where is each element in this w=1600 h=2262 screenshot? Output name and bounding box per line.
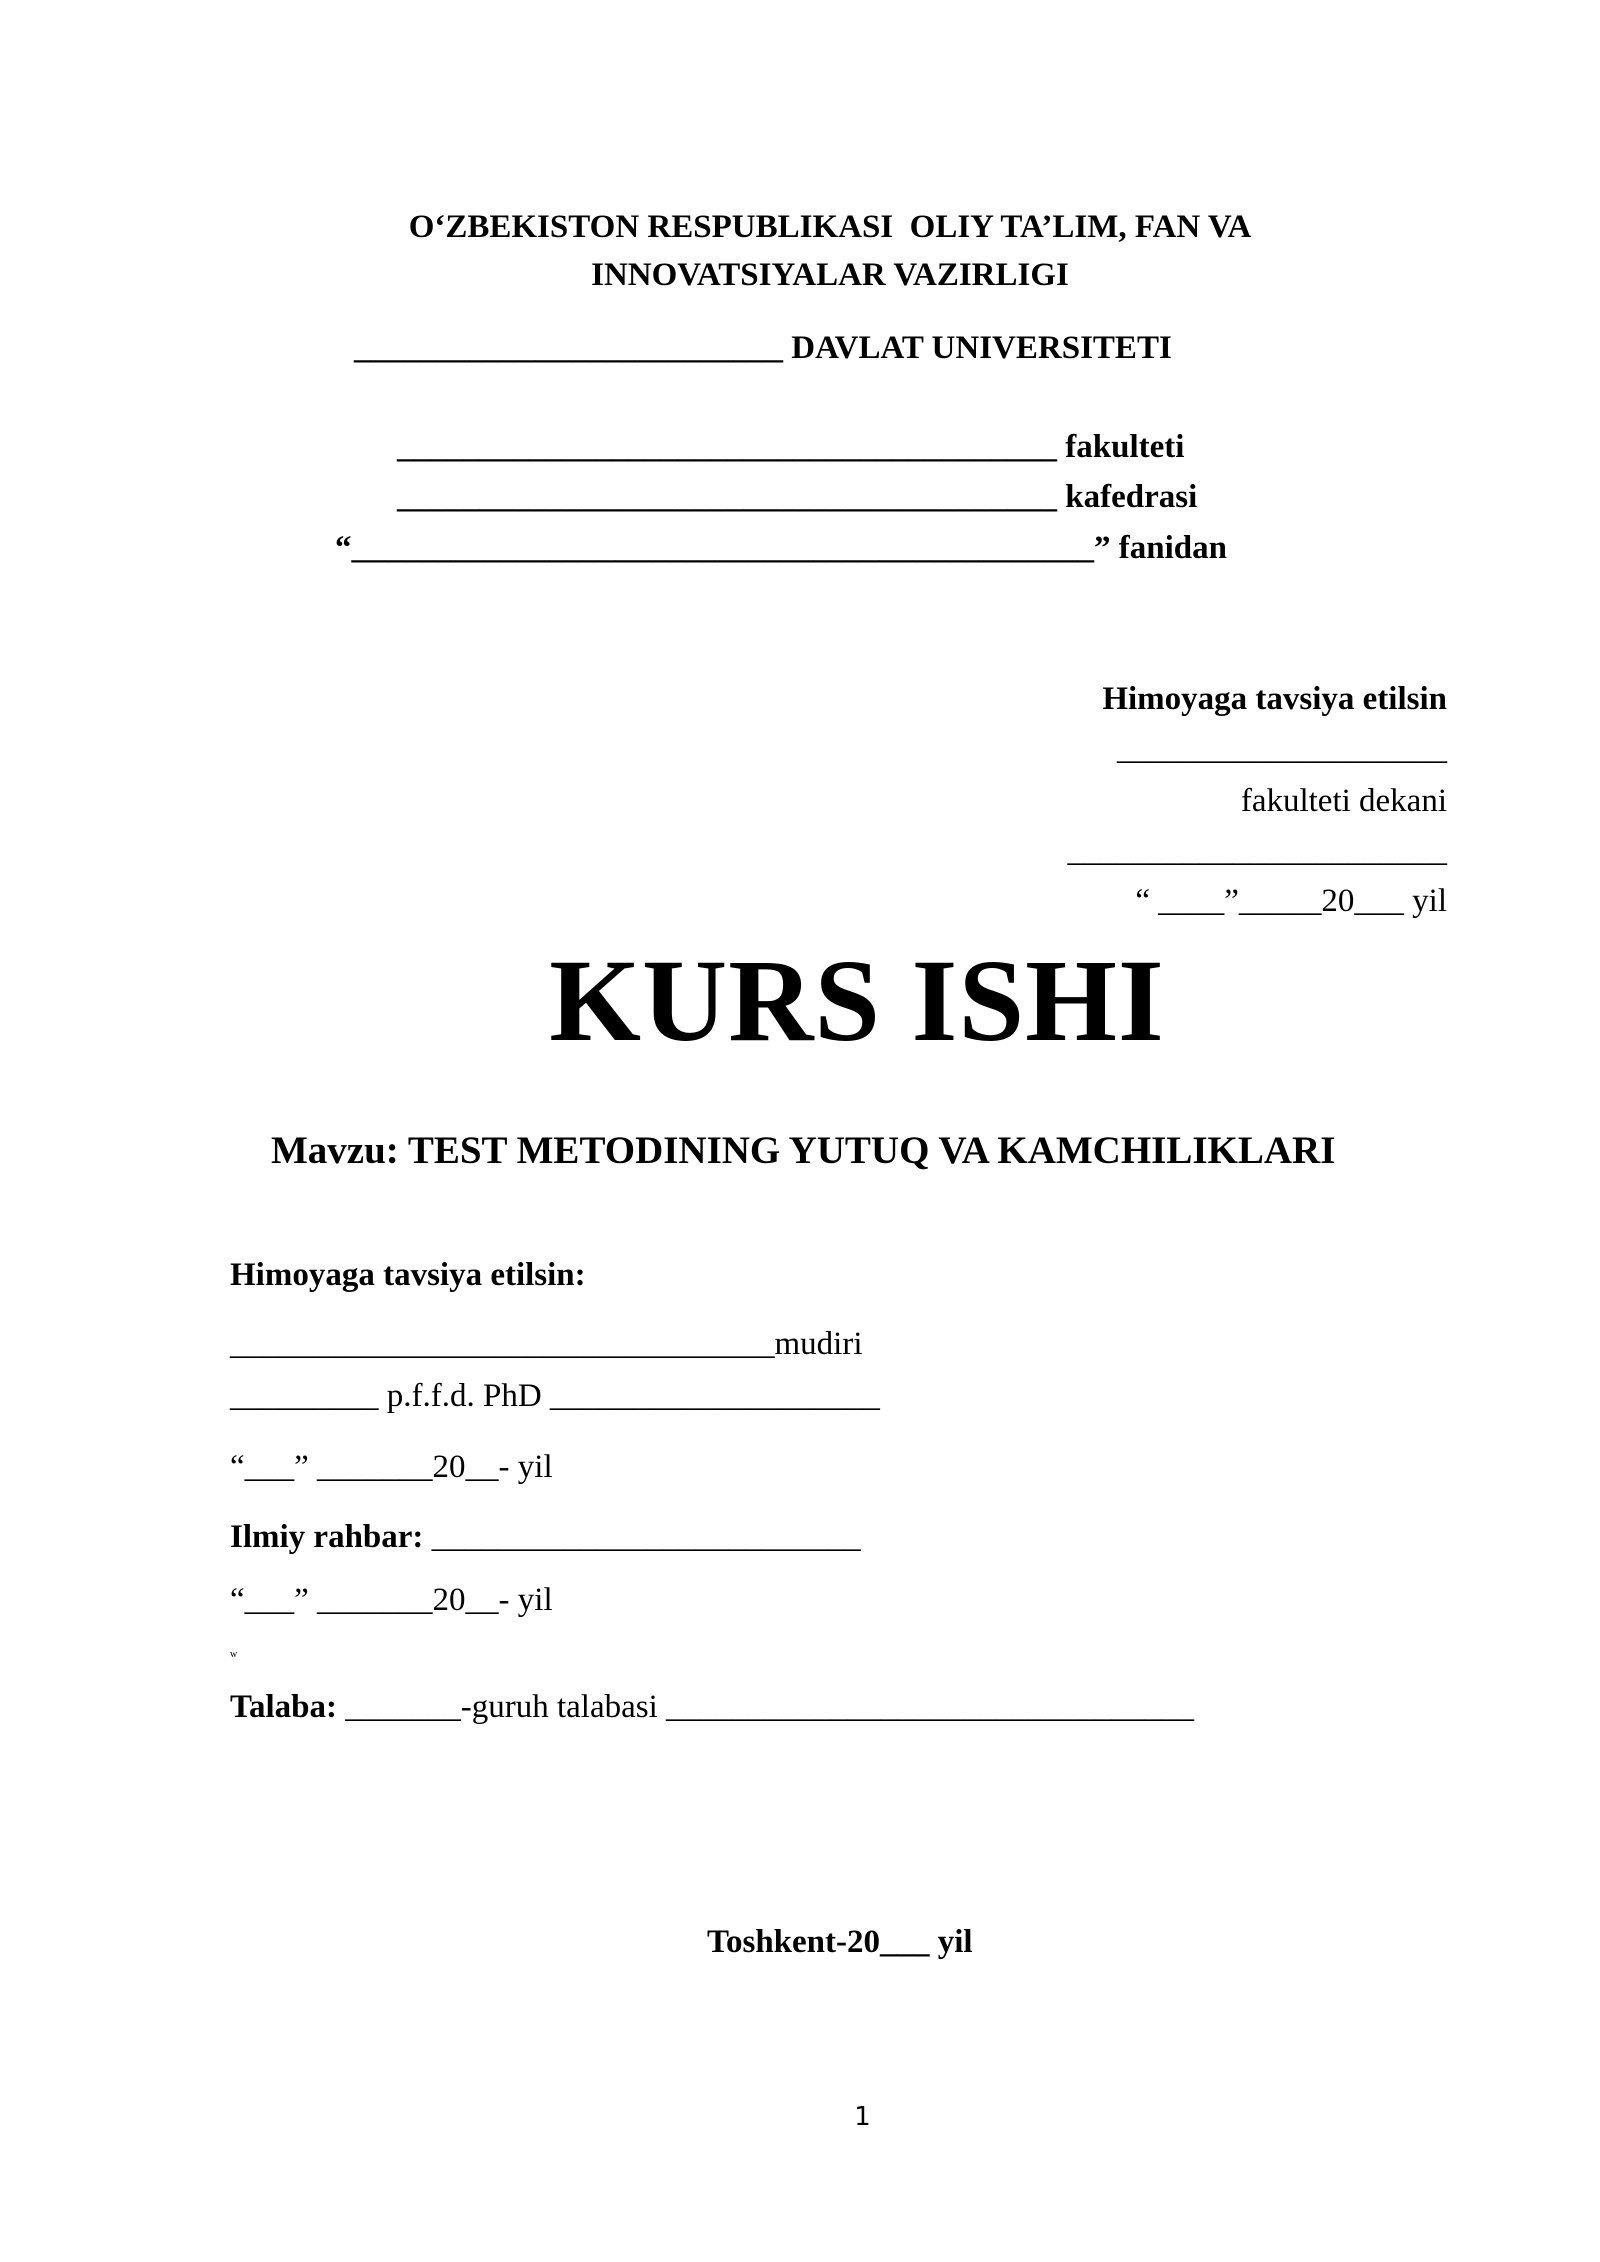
city-year: Toshkent-20___ yil [707, 1924, 973, 1960]
supervisor-line [230, 1521, 861, 1554]
student-label: Talaba: [230, 1689, 337, 1725]
dean-signature-line: _______________________ [1067, 833, 1447, 869]
dean-faculty-blank: ____________________ [1117, 731, 1447, 767]
dean-approval-date: “ ____”_____20___ yil [1135, 883, 1447, 919]
faculty-line: ________________________________________ fakulteti [397, 429, 1185, 465]
subject-line: “_____________________________________________” fanidan [335, 530, 1227, 566]
university-line: __________________________ DAVLAT UNIVERSITETI [354, 330, 1172, 366]
supervisor-label: Ilmiy rahbar: [230, 1519, 424, 1555]
dean-approval-heading: Himoyaga tavsiya etilsin [1102, 681, 1447, 717]
head-approval-heading: Himoyaga tavsiya etilsin: [230, 1257, 586, 1293]
department-line: ________________________________________ kafedrasi [397, 479, 1198, 515]
page-number: 1 [854, 2102, 871, 2132]
small-mark: w [230, 1649, 238, 1660]
degree-line: _________ p.f.f.d. PhD ____________________ [230, 1378, 880, 1414]
dean-role: fakulteti dekani [1240, 783, 1447, 819]
ministry-line-2: INNOVATSIYALAR VAZIRLIGI [591, 257, 1069, 293]
head-approval-date: “___” _______20__- yil [230, 1449, 553, 1485]
topic-line: Mavzu: TEST METODINING YUTUQ VA KAMCHILIKLARI [271, 1129, 1336, 1172]
document-title: KURS ISHI [549, 935, 1165, 1066]
ministry-line-1: O‘ZBEKISTON RESPUBLIKASI OLIY TA’LIM, FAN VA [408, 209, 1252, 245]
head-of-department-line: _________________________________mudiri [230, 1326, 863, 1362]
supervisor-blank: __________________________ [423, 1519, 861, 1555]
supervisor-date: “___” _______20__- yil [230, 1582, 553, 1618]
student-line [230, 1691, 1194, 1724]
student-blank: _______-guruh talabasi ________________________________ [337, 1689, 1195, 1725]
